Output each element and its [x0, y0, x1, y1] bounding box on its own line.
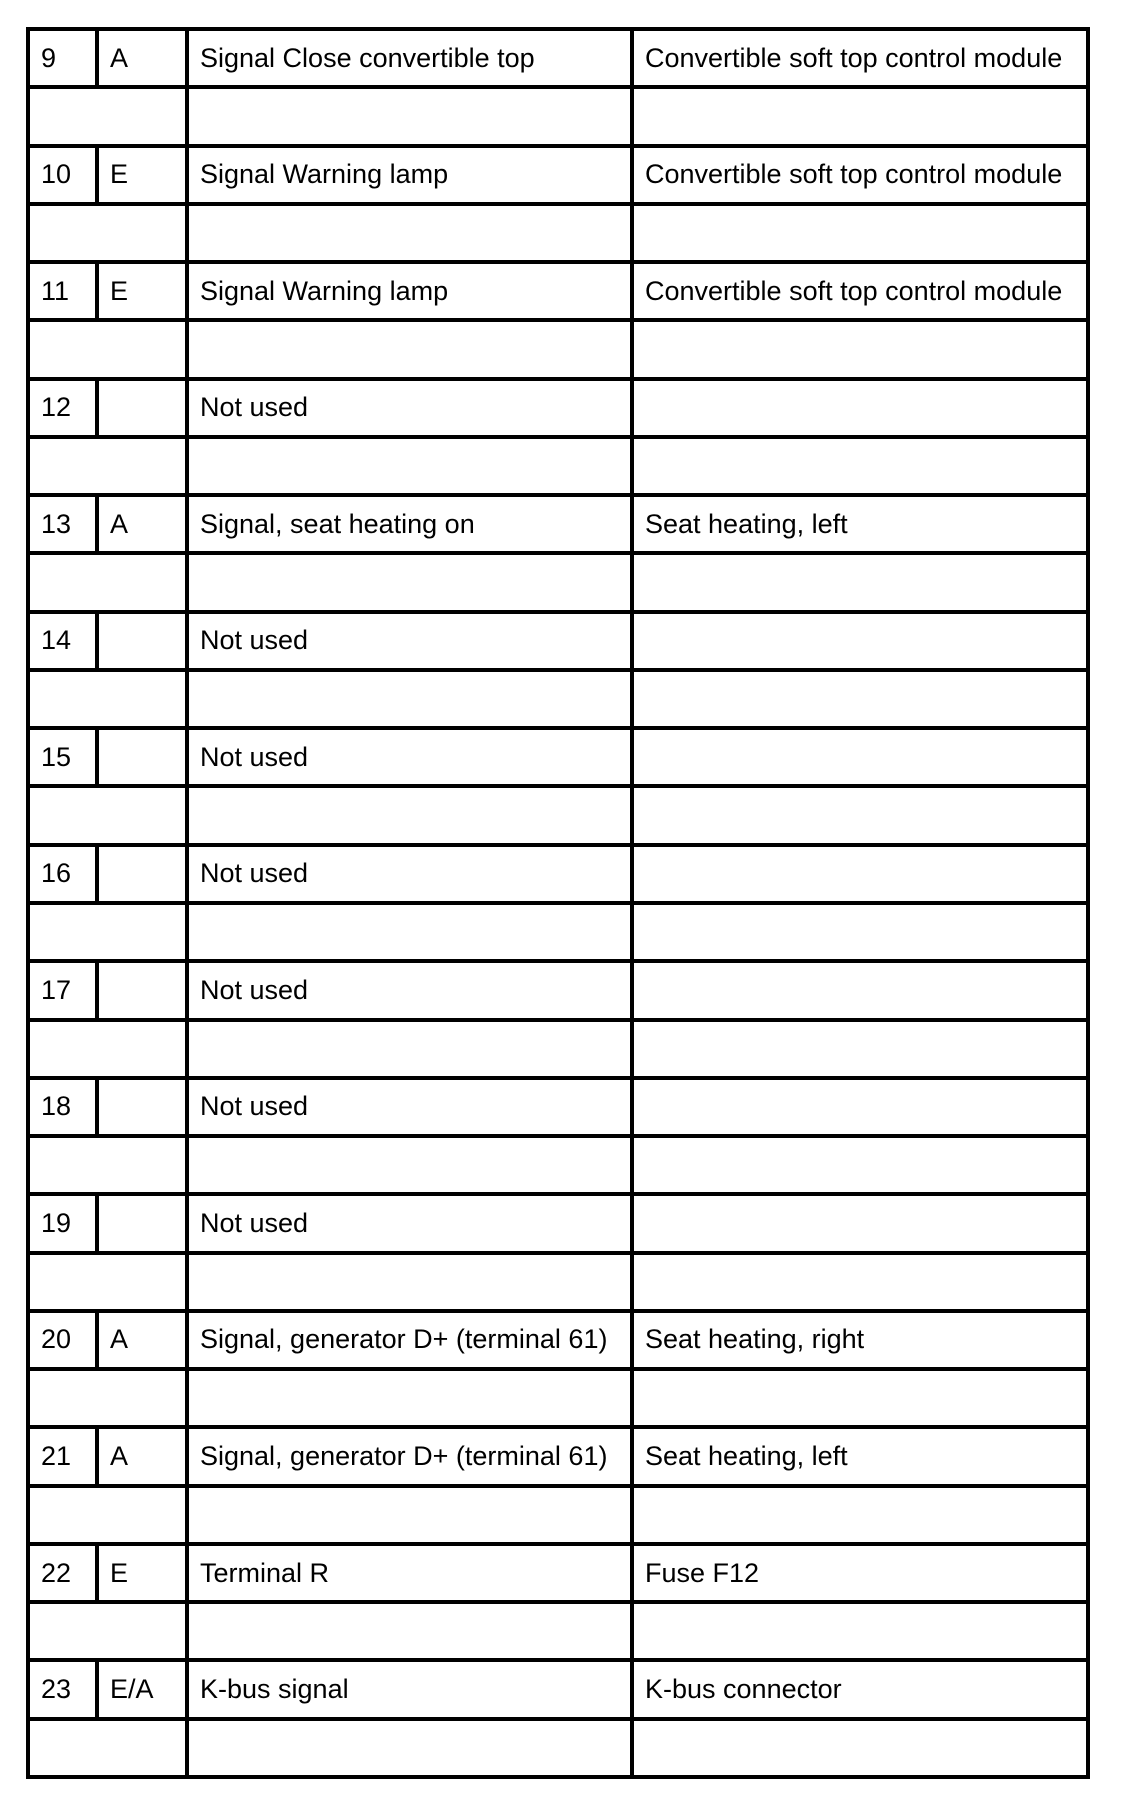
- spacer-row: [28, 903, 1088, 961]
- table-row: [28, 845, 1088, 903]
- connected-component-cell: [632, 961, 1088, 1019]
- connected-component-cell: Fuse F12: [632, 1544, 1088, 1602]
- connected-component-cell: [632, 379, 1088, 437]
- spacer-row: [28, 1020, 1088, 1078]
- signal-type-cell: A: [97, 29, 187, 87]
- connected-component-cell: Seat heating, left: [632, 495, 1088, 553]
- empty-cell: [187, 1020, 632, 1078]
- connected-component-cell: [632, 1194, 1088, 1252]
- pin-number-cell: 19: [28, 1194, 97, 1252]
- empty-cell: [28, 1020, 187, 1078]
- empty-cell: [632, 204, 1088, 262]
- empty-cell: [187, 903, 632, 961]
- table-row: [28, 262, 1088, 320]
- connected-component-cell: Convertible soft top control module: [632, 146, 1088, 204]
- empty-cell: [632, 903, 1088, 961]
- empty-cell: [187, 87, 632, 145]
- signal-description-cell: Not used: [187, 612, 632, 670]
- empty-cell: [28, 1253, 187, 1311]
- empty-cell: [28, 1136, 187, 1194]
- empty-cell: [28, 1602, 187, 1660]
- pin-number-cell: 12: [28, 379, 97, 437]
- empty-cell: [187, 786, 632, 844]
- signal-type-cell: A: [97, 495, 187, 553]
- pin-number-cell: 17: [28, 961, 97, 1019]
- empty-cell: [632, 1719, 1088, 1777]
- connected-component-cell: Seat heating, right: [632, 1311, 1088, 1369]
- pin-number-cell: 10: [28, 146, 97, 204]
- spacer-row: [28, 1486, 1088, 1544]
- empty-cell: [632, 1602, 1088, 1660]
- signal-type-cell: A: [97, 1311, 187, 1369]
- signal-type-cell: E: [97, 146, 187, 204]
- empty-cell: [28, 87, 187, 145]
- empty-cell: [632, 1020, 1088, 1078]
- pin-number-cell: 9: [28, 29, 97, 87]
- empty-cell: [632, 1136, 1088, 1194]
- signal-description-cell: Signal Close convertible top: [187, 29, 632, 87]
- signal-description-cell: Signal, seat heating on: [187, 495, 632, 553]
- signal-type-cell: [97, 845, 187, 903]
- empty-cell: [28, 320, 187, 378]
- table-row: [28, 961, 1088, 1019]
- connected-component-cell: [632, 728, 1088, 786]
- signal-type-cell: E: [97, 1544, 187, 1602]
- pin-number-cell: 21: [28, 1427, 97, 1485]
- table-row: [28, 1427, 1088, 1485]
- table-row: [28, 29, 1088, 87]
- spacer-row: [28, 1369, 1088, 1427]
- empty-cell: [187, 320, 632, 378]
- signal-type-cell: [97, 612, 187, 670]
- pin-number-cell: 18: [28, 1078, 97, 1136]
- table-row: [28, 146, 1088, 204]
- empty-cell: [28, 437, 187, 495]
- empty-cell: [28, 786, 187, 844]
- connected-component-cell: Convertible soft top control module: [632, 29, 1088, 87]
- empty-cell: [632, 553, 1088, 611]
- table-row: [28, 379, 1088, 437]
- empty-cell: [187, 1136, 632, 1194]
- empty-cell: [632, 437, 1088, 495]
- pin-number-cell: 14: [28, 612, 97, 670]
- signal-description-cell: Not used: [187, 1078, 632, 1136]
- empty-cell: [28, 903, 187, 961]
- spacer-row: [28, 786, 1088, 844]
- spacer-row: [28, 1602, 1088, 1660]
- pin-assignment-table: [26, 27, 1090, 1779]
- empty-cell: [187, 204, 632, 262]
- pin-number-cell: 15: [28, 728, 97, 786]
- signal-description-cell: Signal, generator D+ (terminal 61): [187, 1311, 632, 1369]
- pin-table-body: [28, 29, 1088, 1777]
- table-row: [28, 1544, 1088, 1602]
- empty-cell: [632, 87, 1088, 145]
- signal-description-cell: Not used: [187, 1194, 632, 1252]
- empty-cell: [28, 670, 187, 728]
- connected-component-cell: [632, 612, 1088, 670]
- empty-cell: [187, 1486, 632, 1544]
- empty-cell: [632, 1369, 1088, 1427]
- empty-cell: [632, 670, 1088, 728]
- signal-description-cell: Terminal R: [187, 1544, 632, 1602]
- empty-cell: [187, 1719, 632, 1777]
- signal-description-cell: Signal, generator D+ (terminal 61): [187, 1427, 632, 1485]
- signal-type-cell: [97, 1078, 187, 1136]
- spacer-row: [28, 670, 1088, 728]
- signal-type-cell: [97, 1194, 187, 1252]
- signal-type-cell: A: [97, 1427, 187, 1485]
- empty-cell: [632, 1253, 1088, 1311]
- pin-number-cell: 23: [28, 1660, 97, 1718]
- empty-cell: [187, 553, 632, 611]
- connected-component-cell: Seat heating, left: [632, 1427, 1088, 1485]
- pin-number-cell: 11: [28, 262, 97, 320]
- spacer-row: [28, 437, 1088, 495]
- empty-cell: [187, 670, 632, 728]
- empty-cell: [28, 1369, 187, 1427]
- signal-description-cell: Signal Warning lamp: [187, 146, 632, 204]
- empty-cell: [28, 553, 187, 611]
- table-row: [28, 495, 1088, 553]
- signal-description-cell: K-bus signal: [187, 1660, 632, 1718]
- table-row: [28, 612, 1088, 670]
- spacer-row: [28, 87, 1088, 145]
- pin-number-cell: 16: [28, 845, 97, 903]
- empty-cell: [187, 1369, 632, 1427]
- connected-component-cell: Convertible soft top control module: [632, 262, 1088, 320]
- pin-number-cell: 20: [28, 1311, 97, 1369]
- table-row: [28, 1194, 1088, 1252]
- empty-cell: [632, 786, 1088, 844]
- signal-description-cell: Signal Warning lamp: [187, 262, 632, 320]
- empty-cell: [187, 1253, 632, 1311]
- signal-description-cell: Not used: [187, 961, 632, 1019]
- pin-number-cell: 13: [28, 495, 97, 553]
- connected-component-cell: [632, 1078, 1088, 1136]
- empty-cell: [28, 204, 187, 262]
- table-row: [28, 1078, 1088, 1136]
- connected-component-cell: K-bus connector: [632, 1660, 1088, 1718]
- spacer-row: [28, 204, 1088, 262]
- table-row: [28, 728, 1088, 786]
- connected-component-cell: [632, 845, 1088, 903]
- empty-cell: [28, 1719, 187, 1777]
- signal-type-cell: [97, 728, 187, 786]
- spacer-row: [28, 1253, 1088, 1311]
- empty-cell: [28, 1486, 187, 1544]
- signal-description-cell: Not used: [187, 845, 632, 903]
- signal-type-cell: [97, 961, 187, 1019]
- signal-description-cell: Not used: [187, 728, 632, 786]
- empty-cell: [632, 1486, 1088, 1544]
- empty-cell: [632, 320, 1088, 378]
- empty-cell: [187, 1602, 632, 1660]
- table-row: [28, 1660, 1088, 1718]
- signal-type-cell: E: [97, 262, 187, 320]
- spacer-row: [28, 1136, 1088, 1194]
- signal-description-cell: Not used: [187, 379, 632, 437]
- spacer-row: [28, 320, 1088, 378]
- signal-type-cell: E/A: [97, 1660, 187, 1718]
- spacer-row: [28, 553, 1088, 611]
- pin-number-cell: 22: [28, 1544, 97, 1602]
- spacer-row: [28, 1719, 1088, 1777]
- signal-type-cell: [97, 379, 187, 437]
- empty-cell: [187, 437, 632, 495]
- table-row: [28, 1311, 1088, 1369]
